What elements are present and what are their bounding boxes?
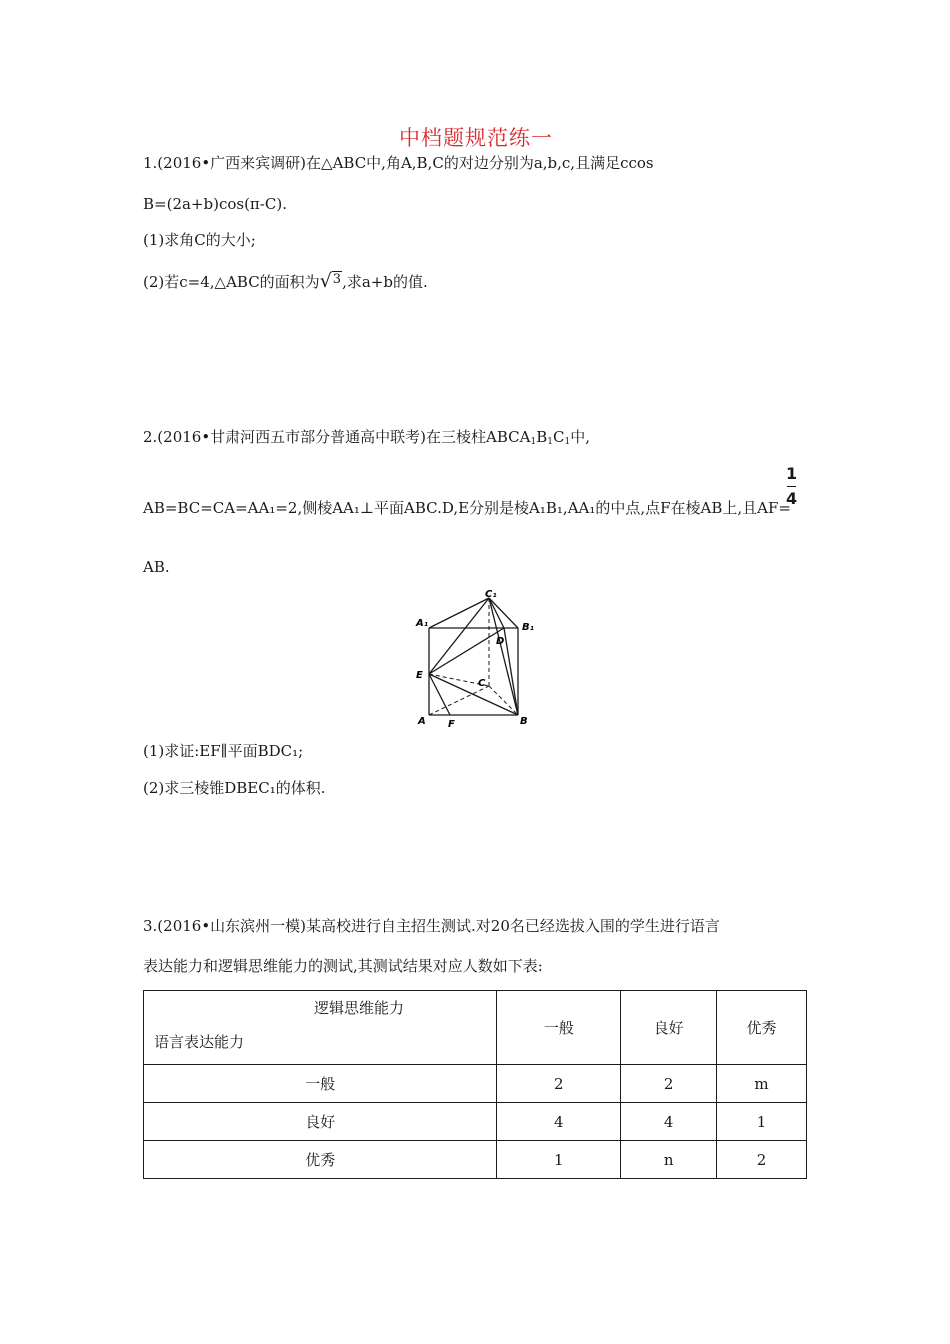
edge-C1D [489, 598, 504, 628]
q2-line3: AB. [143, 558, 170, 576]
q2-line2: AB=BC=CA=AA₁=2,侧棱AA₁⊥平面ABC.D,E分别是棱A₁B₁,AA₁的中点,点F在棱AB上,且AF= [143, 499, 791, 517]
label-D: D [496, 636, 505, 647]
q2-line1-pre: 2.(2016•甘肃河西五市部分普通高中联考)在三棱柱ABCA [143, 428, 531, 446]
table-cell: 1 [717, 1103, 807, 1141]
frac-denominator: 4 [786, 489, 798, 508]
table-corner-cell [144, 991, 497, 1065]
sqrt-sign: √ [319, 270, 332, 292]
sqrt-arg: 3 [332, 272, 342, 287]
q3-line1: 3.(2016•山东滨州一模)某高校进行自主招生测试.对20名已经选拔入围的学生进行语言 [143, 917, 720, 935]
sqrt-3 [320, 270, 342, 292]
q1-part2-mid: △ABC的面积为 [214, 273, 320, 291]
edge-EC1 [429, 598, 489, 674]
label-E: E [416, 670, 423, 681]
frac-numerator: 1 [786, 464, 798, 483]
label-B: B [520, 716, 528, 727]
sub-1a: 1 [530, 437, 537, 447]
label-A1: A₁ [416, 618, 429, 629]
sub-1b: 1 [547, 437, 553, 447]
sub-1c: 1 [564, 437, 571, 447]
table-row [144, 1141, 807, 1179]
q1-part2 [143, 270, 428, 292]
corner-bottom-label: 语言表达能力 [154, 1033, 245, 1051]
table-cell: 4 [497, 1103, 621, 1141]
q2-line1-m1: B [536, 428, 548, 446]
row-label: 优秀 [144, 1141, 497, 1179]
corner-top-label: 逻辑思维能力 [314, 999, 405, 1017]
edge-DB [504, 628, 518, 715]
q2-line1-post: 中, [570, 428, 590, 446]
q2-line1-m2: C [552, 428, 565, 446]
label-C1: C₁ [485, 589, 497, 600]
q2-part1: (1)求证:EF∥平面BDC₁; [143, 742, 304, 760]
q1-part2-pre: (2)若c=4, [143, 273, 215, 291]
table-cell: 2 [717, 1141, 807, 1179]
page-title: 中档题规范练一 [399, 126, 553, 150]
table-cell: m [717, 1065, 807, 1103]
table-cell: 2 [497, 1065, 621, 1103]
edge-C1B [489, 598, 518, 715]
q1-line2: B=(2a+b)cos(π-C). [143, 195, 287, 213]
q1-part1: (1)求角C的大小; [143, 231, 256, 249]
q1-line1: 1.(2016•广西来宾调研)在△ABC中,角A,B,C的对边分别为a,b,c,且满足ccos [143, 154, 654, 172]
row-label: 良好 [144, 1103, 497, 1141]
label-B1: B₁ [522, 622, 535, 633]
label-F: F [448, 719, 455, 730]
row-label: 一般 [144, 1065, 497, 1103]
table-row [144, 1065, 807, 1103]
q3-line2: 表达能力和逻辑思维能力的测试,其测试结果对应人数如下表: [143, 957, 543, 975]
q1-part2-post: ,求a+b的值. [342, 273, 428, 291]
results-table [143, 990, 807, 1179]
q2-part2: (2)求三棱锥DBEC₁的体积. [143, 779, 326, 797]
table-header-row [144, 991, 807, 1065]
frac-bar [787, 486, 796, 487]
label-A: A [418, 716, 426, 727]
q2-line1 [143, 427, 590, 452]
table-cell: 1 [497, 1141, 621, 1179]
col-header: 一般 [497, 991, 621, 1065]
table-cell: 2 [621, 1065, 717, 1103]
table-cell: 4 [621, 1103, 717, 1141]
label-C: C [478, 678, 486, 689]
edge-A1C1 [429, 598, 489, 628]
table-cell: n [621, 1141, 717, 1179]
table-row [144, 1103, 807, 1141]
col-header: 良好 [621, 991, 717, 1065]
col-header: 优秀 [717, 991, 807, 1065]
edge-ED [429, 628, 504, 674]
edge-EF [429, 674, 450, 715]
prism-figure [412, 588, 540, 730]
